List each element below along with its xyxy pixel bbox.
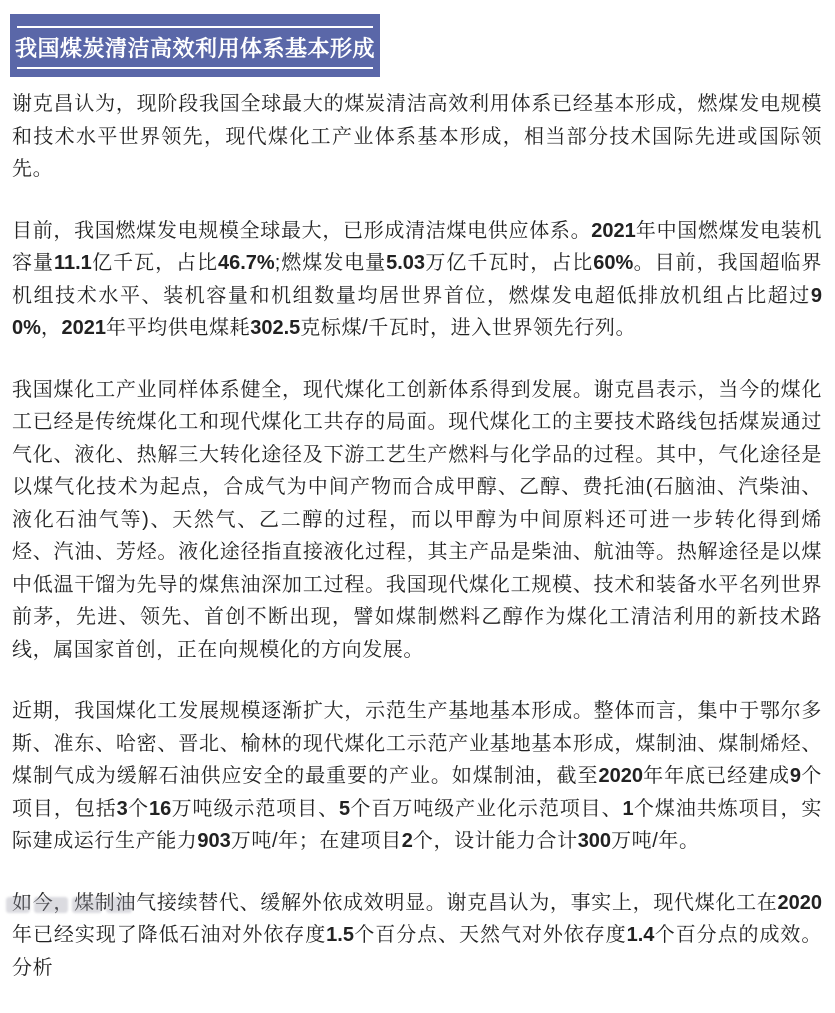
section-title: 我国煤炭清洁高效利用体系基本形成 [15, 36, 376, 61]
paragraph-intro: 谢克昌认为，现阶段我国全球最大的煤炭清洁高效利用体系已经基本形成，燃煤发电规模和技术水平世界领先，现代煤化工产业体系基本形成，相当部分技术国际先进或国际领先。 [12, 93, 822, 180]
section-title-badge [10, 14, 380, 77]
paragraph-coal-chemical-industry: 我国煤化工产业同样体系健全，现代煤化工创新体系得到发展。谢克昌表示，当今的煤化工已经是传统煤化工和现代煤化工共存的局面。现代煤化工的主要技术路线包括煤炭通过气化、液化、热解三大转化途径及下游工艺生产燃料与化学品的过程。其中，气化途径是以煤气化技术为起点，合成气为中间产物而合成甲醇、乙醇、费托油(石脑油、汽柴油、液化石油气等)、天然气、乙二醇的过程，而以甲醇为中间原料还可进一步转化得到烯烃、汽油、芳烃。液化途径指直接液化过程，其主产品是柴油、航油等。热解途径是以煤中低温干馏为先导的煤焦油深加工过程。我国现代煤化工规模、技术和装备水平名列世界前茅，先进、领先、首创不断出现，譬如煤制燃料乙醇作为煤化工清洁利用的新技术路线，属国家首创，正在向规模化的方向发展。 [12, 378, 822, 661]
paragraph-coal-power: 目前，我国燃煤发电规模全球最大，已形成清洁煤电供应体系。2021年中国燃煤发电装机容量11.1亿千瓦，占比46.7%;燃煤发电量5.03万亿千瓦时，占比60%。目前，我国超临界机组技术水平、装机容量和机组数量均居世界首位，燃煤发电超低排放机组占比超过90%，2021年平均供电煤耗302.5克标煤/千瓦时，进入世界领先行列。 [12, 219, 822, 339]
article-body [12, 88, 822, 1013]
title-badge-rules [15, 26, 376, 69]
paragraph-demonstration-bases: 近期，我国煤化工发展规模逐渐扩大，示范生产基地基本形成。整体而言，集中于鄂尔多斯、准东、哈密、晋北、榆林的现代煤化工示范产业基地基本形成，煤制油、煤制烯烃、煤制气成为缓解石油供应安全的最重要的产业。如煤制油，截至2020年年底已经建成9个项目，包括3个16万吨级示范项目、5个百万吨级产业化示范项目、1个煤油共炼项目，实际建成运行生产能力903万吨/年；在建项目2个，设计能力合计300万吨/年。 [12, 700, 822, 852]
paragraph-substitution-effect: 如今，煤制油气接续替代、缓解外依成效明显。谢克昌认为，事实上，现代煤化工在2020年已经实现了降低石油对外依存度1.5个百分点、天然气对外依存度1.4个百分点的成效。分析 [12, 891, 822, 979]
